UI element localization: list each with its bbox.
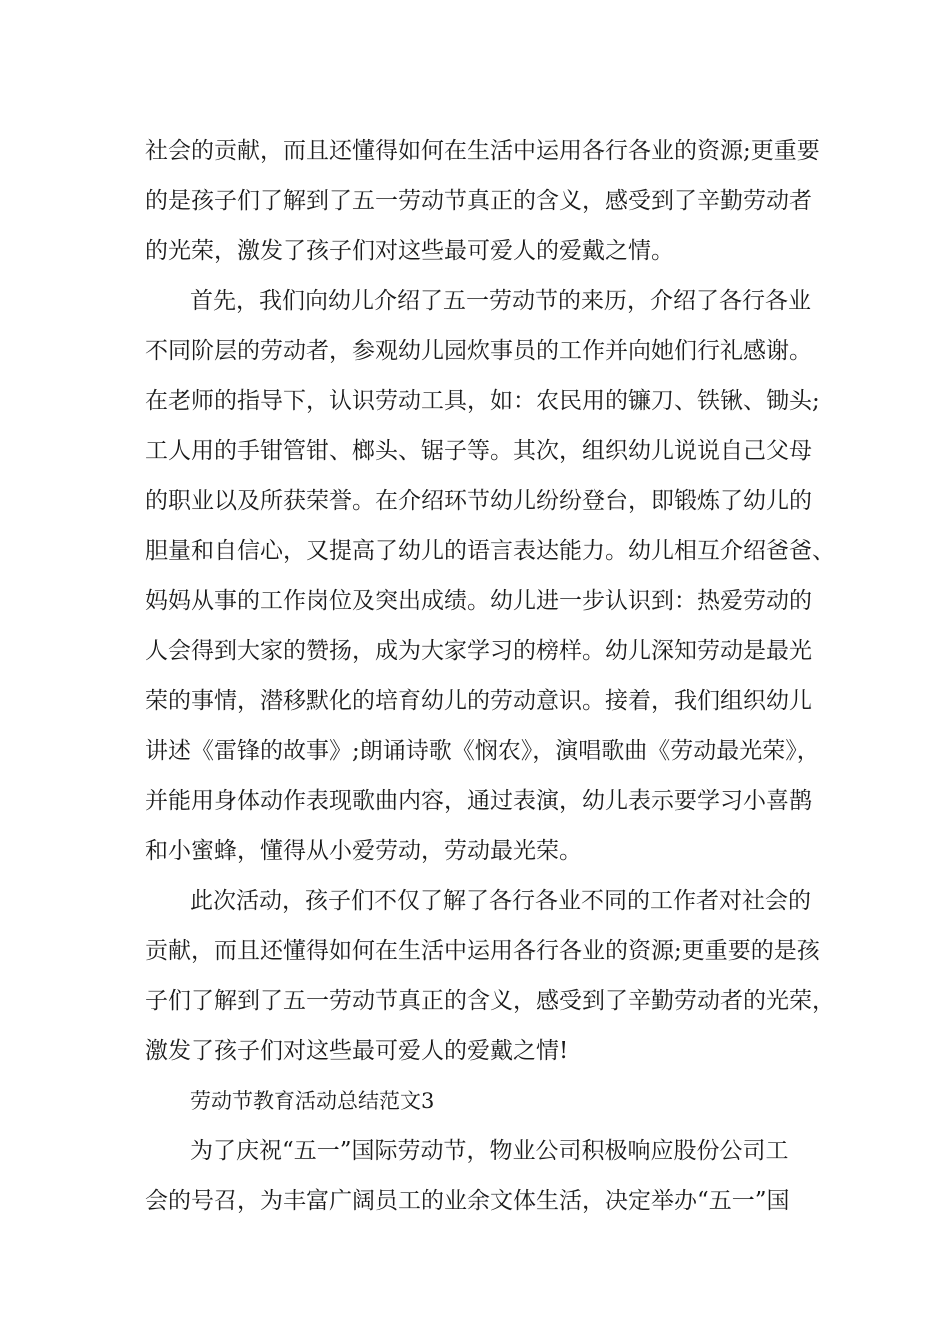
- text-line: 不同阶层的劳动者，参观幼儿园炊事员的工作并向她们行礼感谢。: [145, 338, 812, 364]
- text-line: 妈妈从事的工作岗位及突出成绩。幼儿进一步认识到：热爱劳动的: [145, 588, 812, 614]
- text-line: 荣的事情，潜移默化的培育幼儿的劳动意识。接着，我们组织幼儿: [145, 688, 812, 714]
- text-line: 的是孩子们了解到了五一劳动节真正的含义，感受到了辛勤劳动者: [145, 188, 812, 214]
- text-line: 并能用身体动作表现歌曲内容，通过表演，幼儿表示要学习小喜鹊: [145, 788, 812, 814]
- paragraph-first-line: 为了庆祝“五一”国际劳动节，物业公司积极响应股份公司工: [190, 1138, 789, 1164]
- paragraph-first-line: 此次活动，孩子们不仅了解了各行各业不同的工作者对社会的: [190, 888, 811, 914]
- paragraph-first-line: 首先，我们向幼儿介绍了五一劳动节的来历，介绍了各行各业: [190, 288, 811, 314]
- text-line: 社会的贡献，而且还懂得如何在生活中运用各行各业的资源;更重要: [145, 138, 820, 164]
- text-line: 在老师的指导下，认识劳动工具，如：农民用的镰刀、铁锹、锄头;: [145, 388, 820, 414]
- text-line: 工人用的手钳管钳、榔头、锯子等。其次，组织幼儿说说自己父母: [145, 438, 812, 464]
- text-line: 讲述《雷锋的故事》;朗诵诗歌《悯农》，演唱歌曲《劳动最光荣》，: [145, 738, 820, 764]
- text-line: 人会得到大家的赞扬，成为大家学习的榜样。幼儿深知劳动是最光: [145, 638, 812, 664]
- text-line: 的光荣，激发了孩子们对这些最可爱人的爱戴之情。: [145, 238, 674, 264]
- section-heading: 劳动节教育活动总结范文3: [190, 1089, 435, 1113]
- text-line: 贡献，而且还懂得如何在生活中运用各行各业的资源;更重要的是孩: [145, 938, 820, 964]
- text-line: 子们了解到了五一劳动节真正的含义，感受到了辛勤劳动者的光荣，: [145, 988, 835, 1014]
- text-line: 和小蜜蜂，懂得从小爱劳动，劳动最光荣。: [145, 838, 582, 864]
- text-line: 激发了孩子们对这些最可爱人的爱戴之情!: [145, 1038, 569, 1064]
- text-line: 会的号召，为丰富广阔员工的业余文体生活，决定举办“五一”国: [145, 1188, 790, 1214]
- text-line: 的职业以及所获荣誉。在介绍环节幼儿纷纷登台，即锻炼了幼儿的: [145, 488, 812, 514]
- text-line: 胆量和自信心，又提高了幼儿的语言表达能力。幼儿相互介绍爸爸、: [145, 538, 835, 564]
